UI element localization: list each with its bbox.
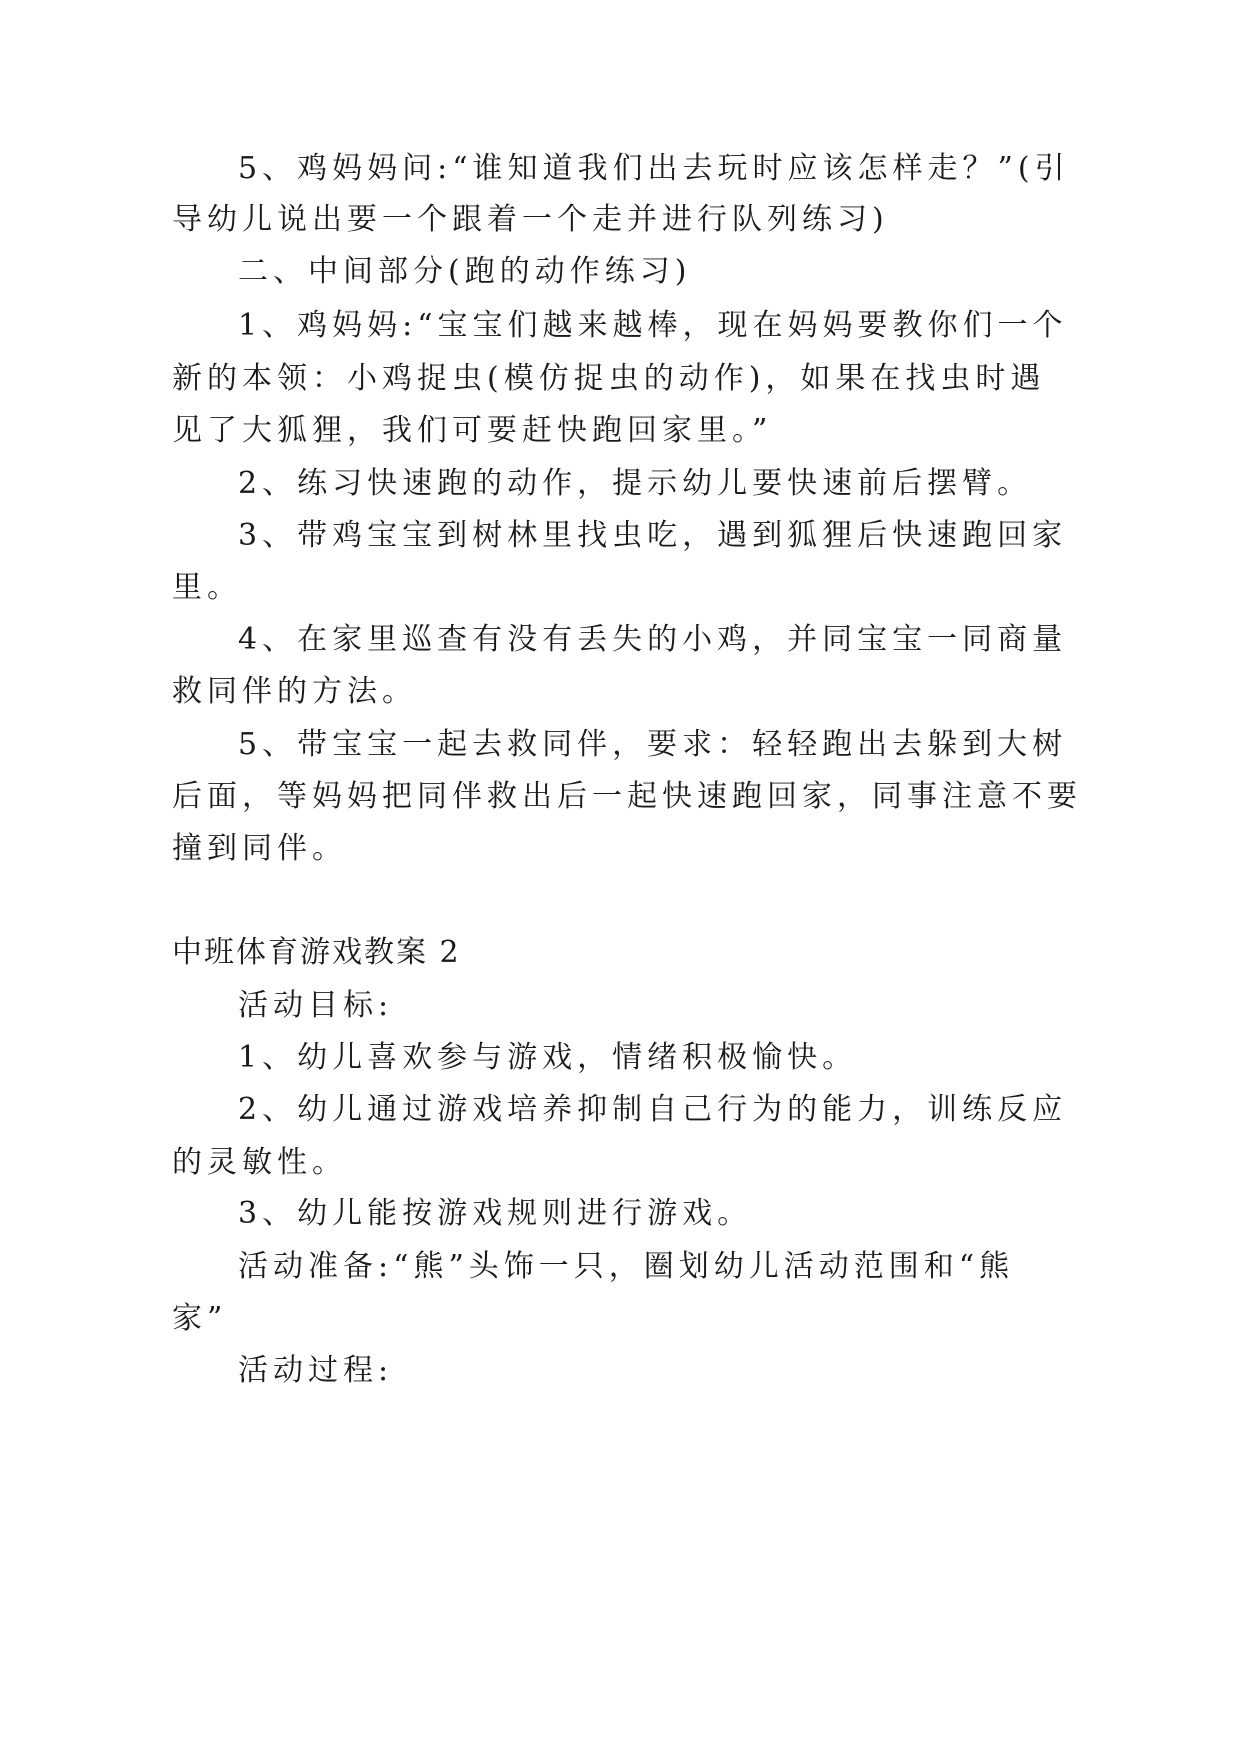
paragraph-line: 导幼儿说出要一个跟着一个走并进行队列练习) <box>172 202 889 237</box>
paragraph-line: 后面，等妈妈把同伴救出后一起快速跑回家，同事注意不要 <box>172 779 1082 814</box>
goals-label: 活动目标: <box>238 988 394 1023</box>
paragraph-line: 见了大狐狸，我们可要赶快跑回家里。” <box>172 413 773 448</box>
paragraph-line: 1、鸡妈妈:“宝宝们越来越棒，现在妈妈要教你们一个 <box>238 308 1068 343</box>
paragraph-line: 2、练习快速跑的动作，提示幼儿要快速前后摆臂。 <box>238 466 1033 501</box>
section-heading: 二、中间部分(跑的动作练习) <box>238 254 692 289</box>
paragraph-line: 撞到同伴。 <box>172 831 347 866</box>
paragraph-line: 5、带宝宝一起去救同伴，要求：轻轻跑出去躲到大树 <box>238 727 1068 762</box>
paragraph-line: 新的本领：小鸡捉虫(模仿捉虫的动作)，如果在找虫时遇 <box>172 361 1046 396</box>
paragraph-line: 2、幼儿通过游戏培养抑制自己行为的能力，训练反应 <box>238 1092 1068 1127</box>
paragraph-line: 活动准备:“熊”头饰一只，圈划幼儿活动范围和“熊 <box>238 1249 1015 1284</box>
process-label: 活动过程: <box>238 1353 394 1388</box>
paragraph-line: 4、在家里巡查有没有丢失的小鸡，并同宝宝一同商量 <box>238 622 1068 657</box>
paragraph-line: 1、幼儿喜欢参与游戏，情绪积极愉快。 <box>238 1040 858 1075</box>
document-title: 中班体育游戏教案 2 <box>172 935 461 970</box>
paragraph-line: 5、鸡妈妈问:“谁知道我们出去玩时应该怎样走？”(引 <box>238 151 1070 186</box>
paragraph-line: 救同伴的方法。 <box>172 674 417 709</box>
paragraph-line: 里。 <box>172 570 242 605</box>
paragraph-line: 家” <box>172 1301 228 1336</box>
paragraph-line: 3、幼儿能按游戏规则进行游戏。 <box>238 1196 753 1231</box>
paragraph-line: 3、带鸡宝宝到树林里找虫吃，遇到狐狸后快速跑回家 <box>238 518 1068 553</box>
paragraph-line: 的灵敏性。 <box>172 1145 347 1180</box>
